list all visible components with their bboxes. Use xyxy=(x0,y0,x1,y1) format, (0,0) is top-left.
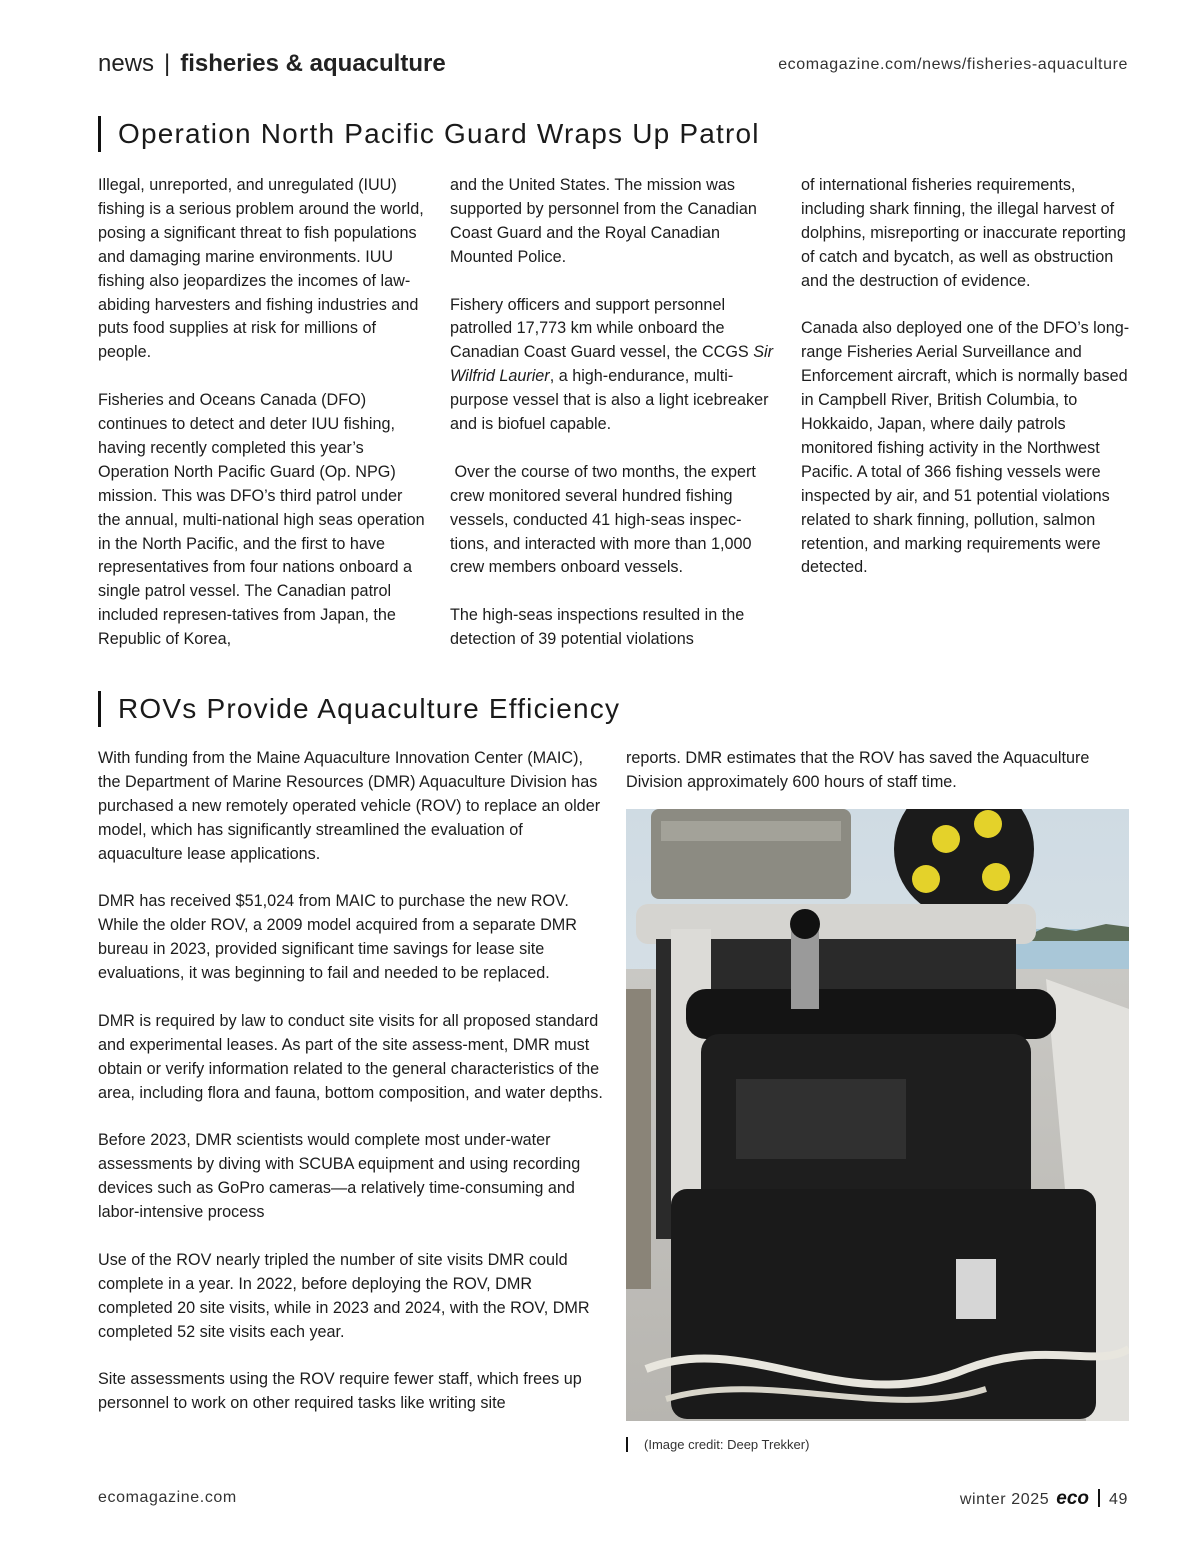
rov-light xyxy=(790,909,820,939)
footer-url[interactable]: ecomagazine.com xyxy=(98,1489,237,1506)
paragraph: and the United States. The mission was supported by personnel from the Canadian Coast Guard and the Royal Canadian Mounted Police. xyxy=(450,176,757,266)
section-label: news xyxy=(98,50,155,77)
reel-yellow xyxy=(912,865,940,893)
rov-mast xyxy=(791,929,819,1009)
article-2-column-1 xyxy=(98,747,606,1416)
paragraph: Canada also deployed one of the DFO’s long-range Fisheries Aerial Surveillance and Enforcement aircraft, which is normally based in Campbell River, British Columbia, to Hokkaido, Japan, where daily patrols monitored fishing activity in the Northwest Pacific. A total of 366 fishing vessels were inspected by air, and 51 potential violations related to shark finning, pollution, salmon retention, and marking requirements were detected. xyxy=(801,319,1130,577)
paragraph: The high-seas inspections resulted in the detection of 39 potential violations xyxy=(450,606,745,649)
paragraph-text: Fishery officers and support personnel patrolled 17,773 km while onboard the Canadian Coast Guard vessel, the CCGS xyxy=(450,295,749,362)
footer-brand-logo: eco xyxy=(1056,1488,1089,1509)
page-number: 49 xyxy=(1109,1491,1128,1508)
article-1-title: Operation North Pacific Guard Wraps Up Patrol xyxy=(98,116,760,152)
photo-caption: (Image credit: Deep Trekker) xyxy=(626,1437,809,1452)
section-category: fisheries & aquaculture xyxy=(180,50,446,77)
section-separator: | xyxy=(164,50,171,77)
paragraph xyxy=(450,294,780,437)
article-1-column-1 xyxy=(98,174,428,652)
paragraph-text: , a high-endurance, multi-purpose vessel that is also a light icebreaker and is biofuel capable. xyxy=(450,367,769,434)
section-header xyxy=(98,50,446,78)
case-label xyxy=(956,1259,996,1319)
paragraph: of international fisheries requirements, including shark finning, the illegal harvest of dolphins, misreporting or inaccurate reporting of catch and bycatch, as well as obstruction and the destruction of evidence. xyxy=(801,176,1126,290)
paragraph: Illegal, unreported, and unregulated (IUU) fishing is a serious problem around the world, posing a significant threat to fish populations and damaging marine environments. IUU fishing also jeopardizes the incomes of law-abiding harvesters and fishing industries and puts food supplies at risk for millions of people. xyxy=(98,176,424,362)
paragraph: Use of the ROV nearly tripled the number of site visits DMR could complete in a year. In 2022, before deploying the ROV, DMR completed 20 site visits, while in 2023 and 2024, with the ROV, DMR completed 52 site visits each year. xyxy=(98,1250,590,1341)
rov-thruster xyxy=(736,1079,906,1159)
article-2-title: ROVs Provide Aquaculture Efficiency xyxy=(98,691,620,727)
paragraph: Before 2023, DMR scientists would complete most under-water assessments by diving with SCUBA equipment and using recording devices such as GoPro cameras—a relatively time-consuming and labor-intensive process xyxy=(98,1131,581,1222)
paragraph: Fisheries and Oceans Canada (DFO) continues to detect and deter IUU fishing, having recently completed this year’s Operation North Pacific Guard (Op. NPG) mission. This was DFO’s third patrol under the annual, multi-national high seas operation in the North Pacific, and the first to have representatives from four nations onboard a single patrol vessel. The Canadian patrol included represen-tatives from Japan, the Republic of Korea, xyxy=(98,391,425,649)
footer-divider xyxy=(1098,1489,1100,1507)
paragraph: Over the course of two months, the expert crew monitored several hundred fishing vessels, conducted 41 high-seas inspec-tions, and interacted with more than 1,000 crew members onboard vessels. xyxy=(450,462,761,577)
paragraph: Site assessments using the ROV require fewer staff, which frees up personnel to work on other required tasks like writing site xyxy=(98,1370,582,1413)
article-2-column-2 xyxy=(626,747,1131,795)
paragraph: reports. DMR estimates that the ROV has saved the Aquaculture Division approximately 600 hours of staff time. xyxy=(626,749,1090,791)
rov-top xyxy=(686,989,1056,1039)
vessel-name: Sir Wilfrid Laurier xyxy=(450,343,774,386)
paragraph: DMR has received $51,024 from MAIC to purchase the new ROV. While the older ROV, a 2009 model acquired from a separate DMR bureau in 2023, provided significant time savings for lease site evaluations, it was beginning to fail and needed to be replaced. xyxy=(98,892,577,983)
reel-yellow xyxy=(974,810,1002,838)
rov-photo xyxy=(626,809,1129,1421)
grey-case-lid xyxy=(661,821,841,841)
paragraph: DMR is required by law to conduct site visits for all proposed standard and experimental leases. As part of the site assess-ment, DMR must obtain or verify information related to the general characteristics of the area, including flora and fauna, bottom composition, and water depths. xyxy=(98,1011,603,1102)
footer-issue-date: winter 2025 xyxy=(959,1491,1050,1508)
footer-issue xyxy=(960,1488,1128,1510)
reel-yellow xyxy=(932,825,960,853)
header-url[interactable]: ecomagazine.com/news/fisheries-aquaculture xyxy=(778,56,1128,73)
person xyxy=(626,989,651,1289)
paragraph: With funding from the Maine Aquaculture Innovation Center (MAIC), the Department of Marine Resources (DMR) Aquaculture Division has purchased a new remotely operated vehicle (ROV) to replace an older model, which has significantly streamlined the evaluation of aquaculture lease applications. xyxy=(98,749,601,863)
article-1-column-2 xyxy=(450,174,780,652)
article-1-column-3 xyxy=(801,174,1131,580)
reel-yellow xyxy=(982,863,1010,891)
